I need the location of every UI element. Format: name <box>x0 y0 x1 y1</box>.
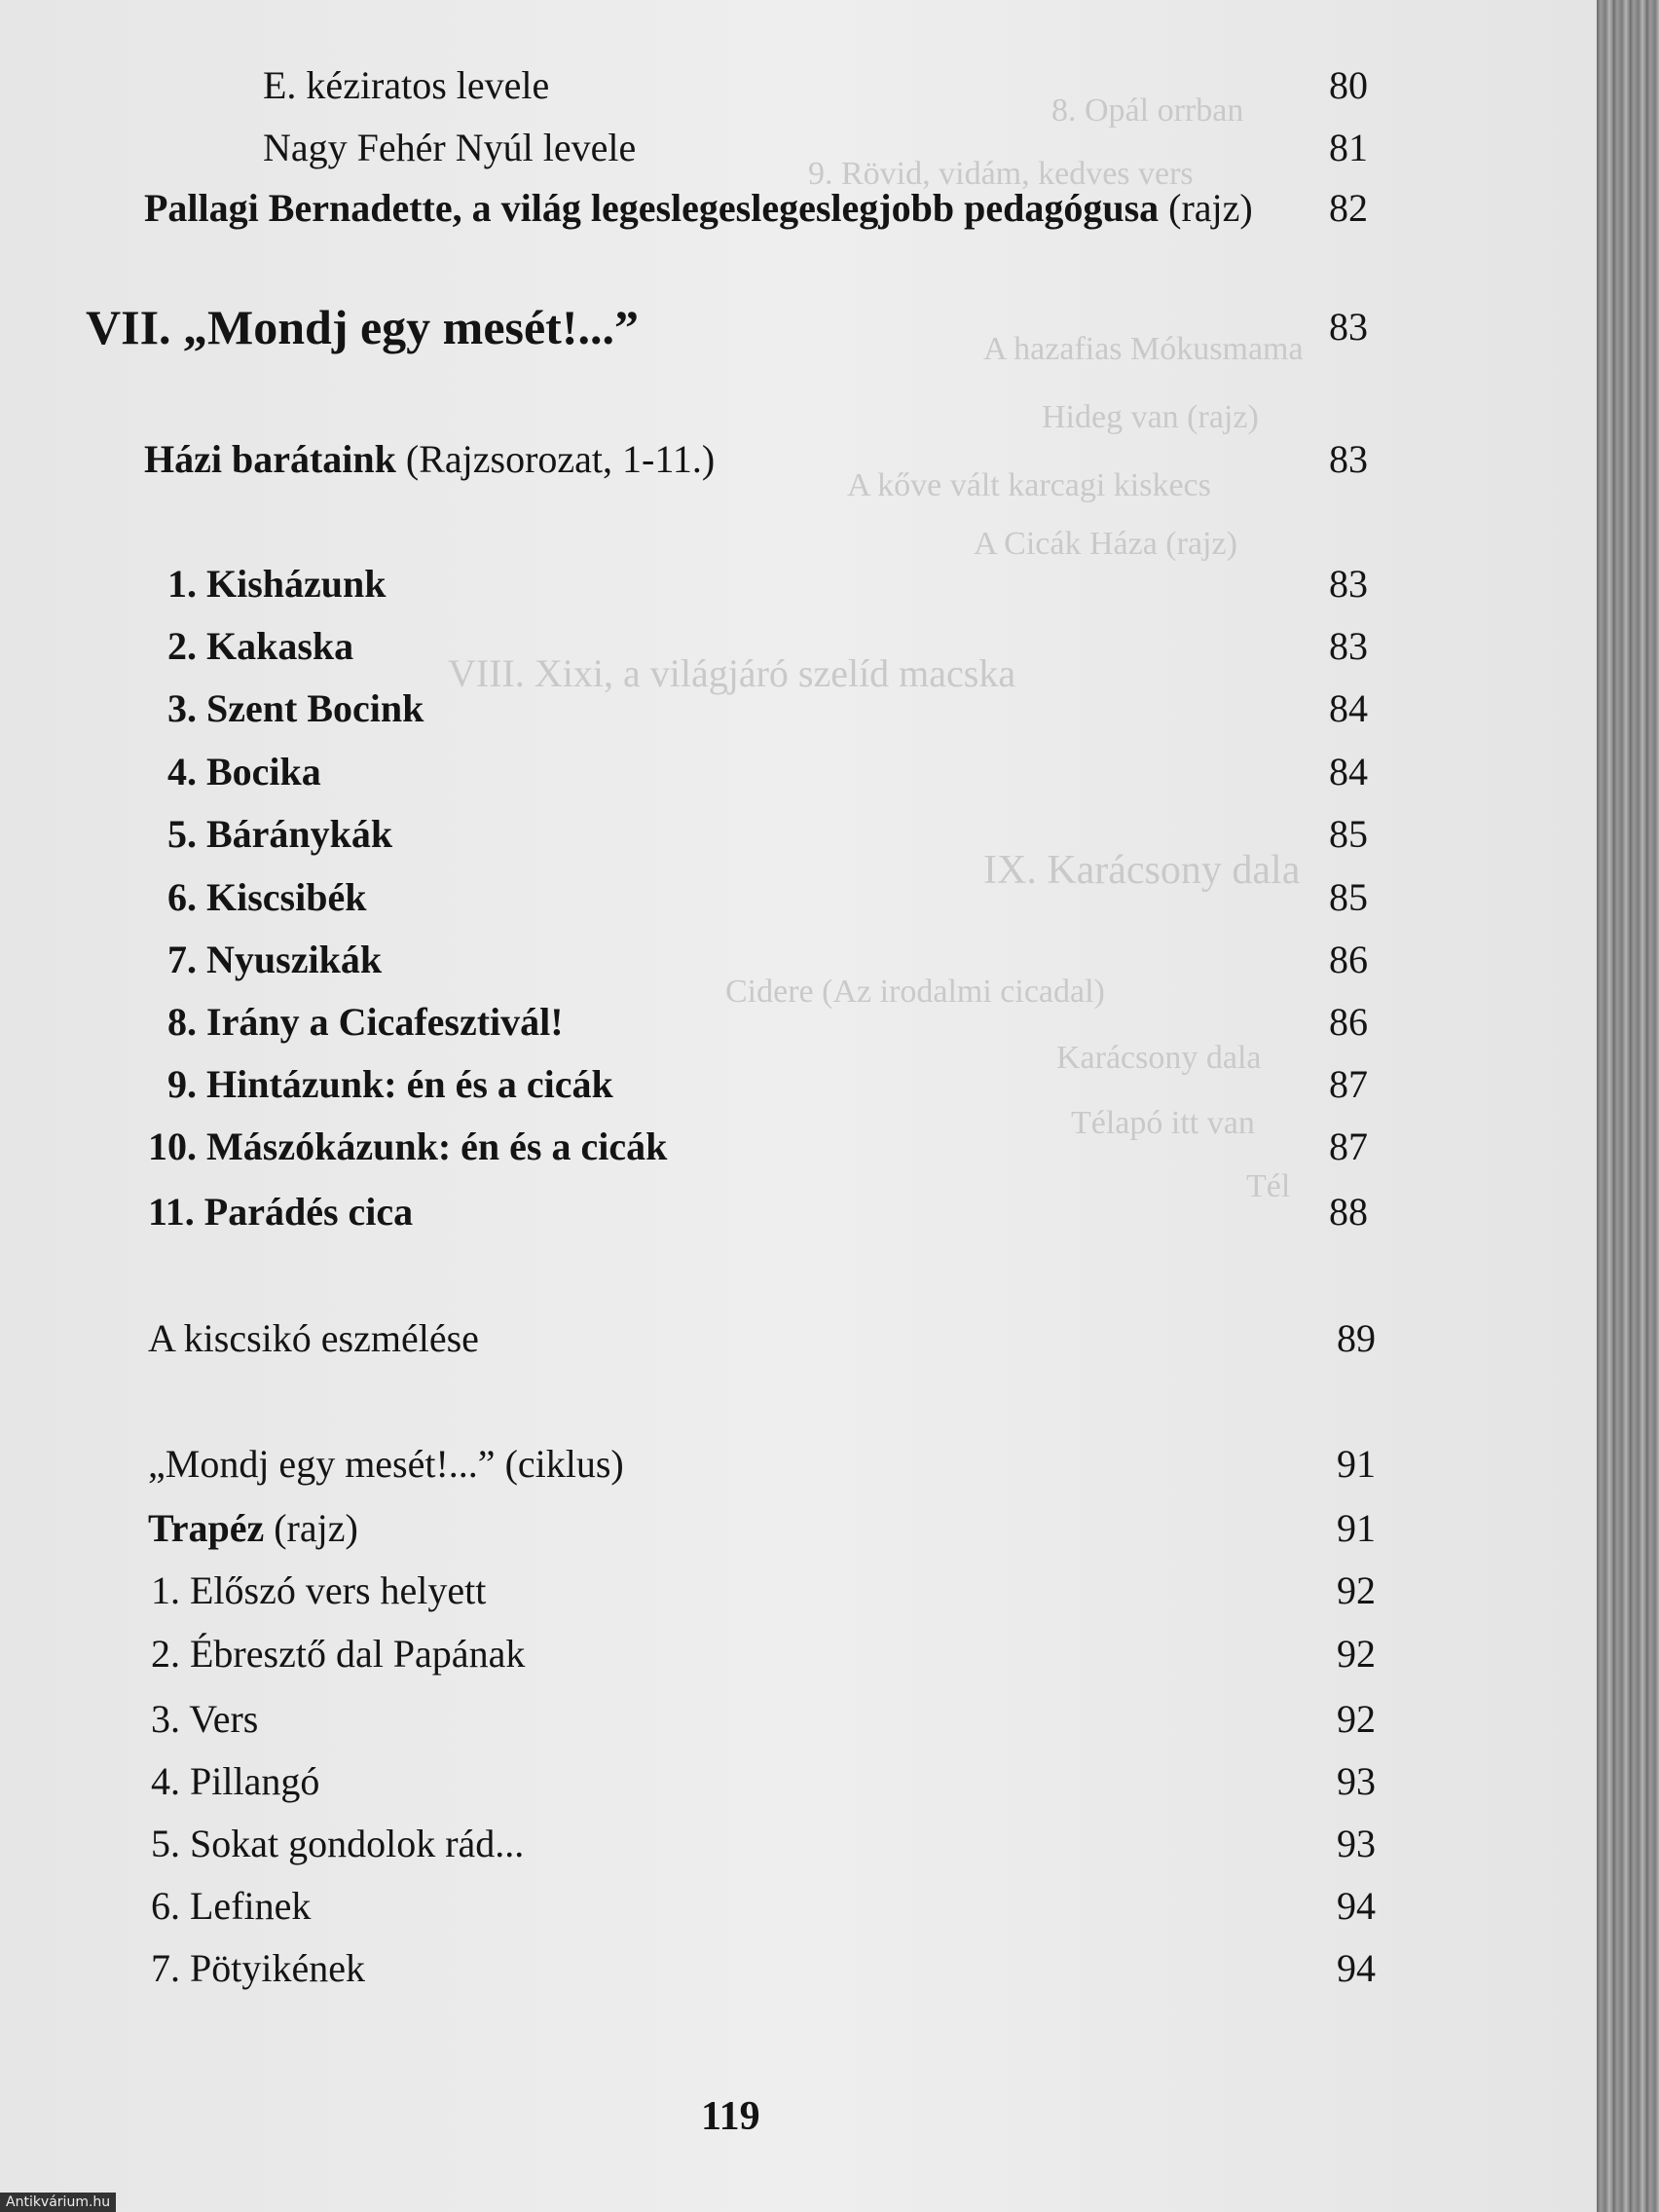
toc-entry-page: 84 <box>1329 750 1368 793</box>
toc-entry <box>0 936 1597 984</box>
toc-entry <box>0 748 1597 796</box>
toc-entry-title: E. kéziratos levele <box>263 63 550 107</box>
toc-entry-title: 7. Nyuszikák <box>167 938 383 981</box>
page-edges <box>1597 0 1659 2212</box>
toc-entry-title-note: (rajz) <box>1159 186 1253 230</box>
toc-entry <box>0 1757 1597 1806</box>
toc-entry <box>0 1060 1597 1109</box>
toc-entry-title: 6. Lefinek <box>151 1884 312 1928</box>
toc-entry-title: 5. Báránykák <box>167 812 393 856</box>
show-through-text: Télapó itt van <box>1071 1105 1255 1141</box>
toc-entry <box>0 1820 1597 1868</box>
toc-entry <box>0 1630 1597 1678</box>
toc-entry-title-note: (rajz) <box>264 1506 358 1550</box>
toc-entry-title: 7. Pötyikének <box>151 1946 365 1990</box>
toc-entry-page: 91 <box>1337 1442 1376 1486</box>
toc-entry <box>0 810 1597 859</box>
toc-entry-page: 93 <box>1337 1822 1376 1865</box>
page-number: 119 <box>701 2094 760 2139</box>
show-through-text: A hazafias Mókusmama <box>983 331 1304 367</box>
toc-entry <box>0 684 1597 733</box>
toc-entry-page: 82 <box>1329 186 1368 230</box>
toc-entry-title: VII. „Mondj egy mesét!...” <box>86 300 639 354</box>
toc-entry <box>0 1695 1597 1744</box>
toc-entry <box>0 622 1597 671</box>
toc-entry-title: 8. Irány a Cicafesztivál! <box>167 1000 564 1044</box>
toc-entry-page: 85 <box>1329 812 1368 856</box>
toc-entry-title-note: (Rajzsorozat, 1-11.) <box>395 437 716 481</box>
toc-entry-page: 94 <box>1337 1884 1376 1928</box>
show-through-text: VIII. Xixi, a világjáró szelíd macska <box>448 651 1016 695</box>
toc-entry-title: 1. Kisházunk <box>167 562 387 606</box>
toc-entry <box>0 300 1597 354</box>
toc-entry <box>0 184 1597 233</box>
toc-entry <box>0 61 1597 110</box>
toc-entry <box>0 998 1597 1047</box>
toc-entry-page: 93 <box>1337 1759 1376 1803</box>
show-through-text: A Cicák Háza (rajz) <box>974 526 1237 562</box>
toc-entry-page: 81 <box>1329 126 1368 169</box>
toc-entry-title: 2. Kakaska <box>167 624 354 668</box>
toc-entry-title: „Mondj egy mesét!...” (ciklus) <box>148 1442 624 1486</box>
toc-entry <box>0 1123 1597 1171</box>
toc-entry <box>0 1314 1597 1363</box>
toc-entry-title: 5. Sokat gondolok rád... <box>151 1822 525 1865</box>
toc-entry-page: 94 <box>1337 1946 1376 1990</box>
toc-entry <box>0 435 1597 484</box>
toc-entry-title: 6. Kiscsibék <box>167 875 367 919</box>
toc-entry-title: 3. Szent Bocink <box>167 686 424 730</box>
toc-entry-title: 1. Előszó vers helyett <box>151 1568 487 1612</box>
toc-entry-page: 92 <box>1337 1568 1376 1612</box>
toc-entry-page: 88 <box>1329 1190 1368 1234</box>
show-through-text: Cidere (Az irodalmi cicadal) <box>725 974 1105 1010</box>
toc-entry-page: 83 <box>1329 562 1368 606</box>
toc-entry <box>0 560 1597 608</box>
toc-entry-title: 2. Ébresztő dal Papának <box>151 1632 526 1676</box>
toc-entry-page: 86 <box>1329 1000 1368 1044</box>
toc-entry-title: 3. Vers <box>151 1697 259 1741</box>
toc-entry <box>0 1944 1597 1993</box>
show-through-text: Hideg van (rajz) <box>1042 399 1259 435</box>
toc-entry-title-bold: Pallagi Bernadette, a világ legeslegeslegeslegjobb pedagógusa <box>144 186 1160 230</box>
toc-entry <box>0 1504 1597 1553</box>
toc-entry-title-bold: Trapéz <box>148 1506 265 1550</box>
toc-entry-page: 89 <box>1337 1316 1376 1360</box>
toc-entry-title: 10. Mászókázunk: én és a cicák <box>148 1124 668 1168</box>
show-through-text: IX. Karácsony dala <box>983 848 1301 893</box>
toc-entry-title: 9. Hintázunk: én és a cicák <box>167 1062 613 1106</box>
show-through-text: Karácsony dala <box>1056 1040 1262 1076</box>
watermark: Antikvárium.hu <box>0 2193 116 2212</box>
toc-entry-page: 92 <box>1337 1697 1376 1741</box>
toc-entry-title <box>144 435 715 484</box>
toc-entry-title: A kiscsikó eszmélése <box>148 1316 479 1360</box>
toc-entry-title: 4. Pillangó <box>151 1759 320 1803</box>
toc-entry-title: Nagy Fehér Nyúl levele <box>263 126 637 169</box>
toc-entry-title: 11. Parádés cica <box>148 1190 414 1234</box>
show-through-text: 9. Rövid, vidám, kedves vers <box>808 156 1194 192</box>
toc-entry-page: 83 <box>1329 305 1368 349</box>
toc-entry-title <box>144 184 1253 233</box>
toc-entry-page: 87 <box>1329 1124 1368 1168</box>
toc-entry-page: 87 <box>1329 1062 1368 1106</box>
toc-entry-title <box>148 1504 358 1553</box>
show-through-text: A kőve vált karcagi kiskecs <box>847 467 1211 503</box>
toc-entry-page: 83 <box>1329 624 1368 668</box>
toc-entry <box>0 124 1597 172</box>
toc-entry-page: 92 <box>1337 1632 1376 1676</box>
toc-entry-page: 85 <box>1329 875 1368 919</box>
toc-entry <box>0 1882 1597 1931</box>
toc-entry-title: 4. Bocika <box>167 750 321 793</box>
toc-entry-page: 80 <box>1329 63 1368 107</box>
toc-entry-page: 86 <box>1329 938 1368 981</box>
toc-entry <box>0 873 1597 922</box>
toc-entry-page: 84 <box>1329 686 1368 730</box>
toc-entry <box>0 1440 1597 1489</box>
show-through-text: Tél <box>1246 1168 1291 1204</box>
toc-entry <box>0 1567 1597 1615</box>
toc-entry-page: 91 <box>1337 1506 1376 1550</box>
toc-entry <box>0 1188 1597 1236</box>
toc-entry-page: 83 <box>1329 437 1368 481</box>
toc-entry-title-bold: Házi barátaink <box>144 437 396 481</box>
show-through-text: 8. Opál orrban <box>1051 92 1244 129</box>
